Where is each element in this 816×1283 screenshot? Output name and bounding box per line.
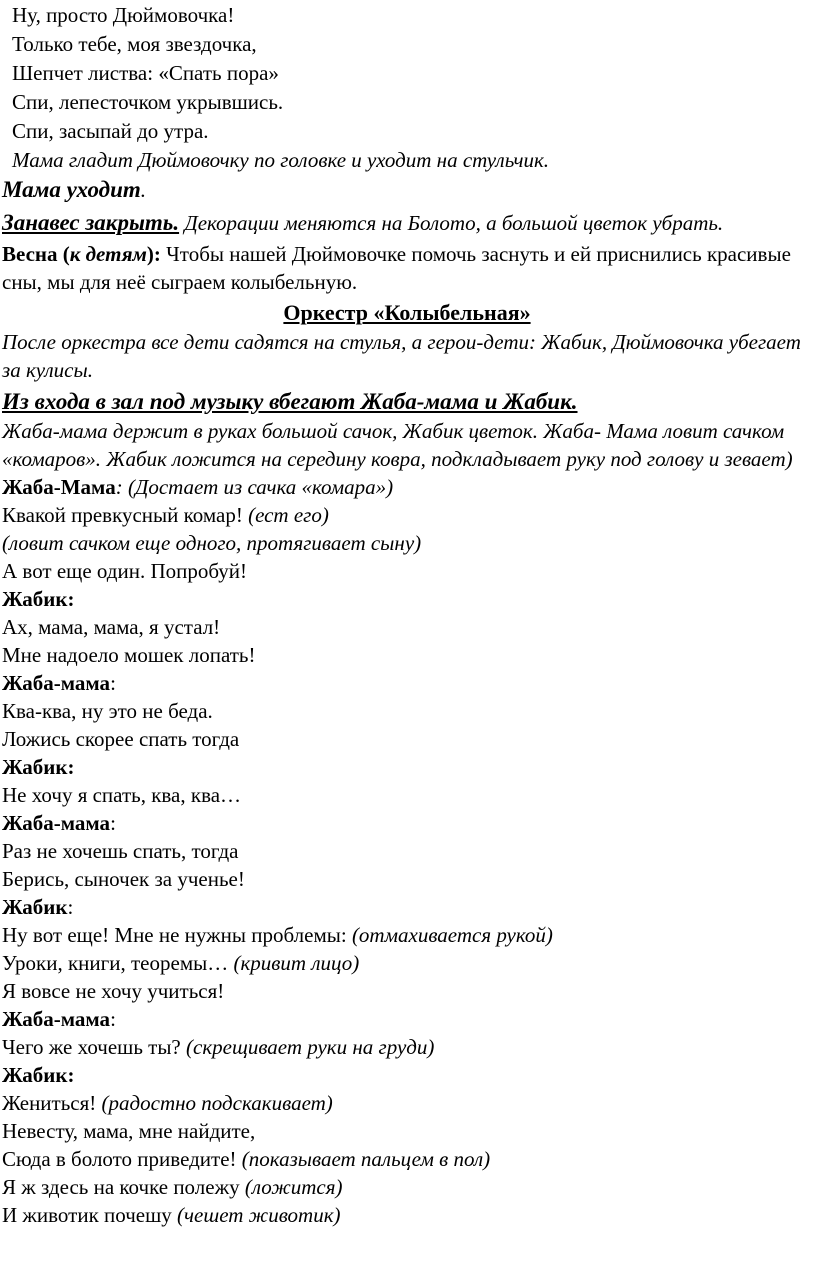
speaker-name: Жабик: — [2, 755, 75, 779]
line-text: Сюда в болото приведите! — [2, 1147, 242, 1171]
line-text: А вот еще один. Попробуй! — [2, 559, 247, 583]
dialogue-line — [2, 669, 812, 697]
stage-direction: : (Достает из сачка «комара») — [115, 475, 394, 499]
dialogue-line — [2, 501, 812, 529]
speaker-name: Жаба-Мама — [2, 475, 116, 499]
dialogue-line — [2, 1145, 812, 1173]
line-text: Уроки, книги, теоремы… — [2, 951, 234, 975]
poem-line: Шепчет листва: «Спать пора» — [12, 61, 279, 85]
mama-exit-bold: Мама уходит — [2, 177, 141, 202]
line-text: Ах, мама, мама, я устал! — [2, 615, 221, 639]
dialogue-line — [2, 1173, 812, 1201]
spring-speaker-end: ): — [146, 242, 161, 266]
spring-to-children: к детям — [69, 242, 147, 266]
mama-exit-tail: . — [140, 178, 147, 202]
curtain-bold: Занавес закрыть. — [2, 210, 180, 235]
line-text: Мне надоело мошек лопать! — [2, 643, 256, 667]
mama-exit — [2, 175, 812, 206]
stage-direction: (ест его) — [248, 503, 329, 527]
document-page — [0, 1, 816, 1283]
dialogue-line — [2, 1005, 812, 1033]
dialogue-line — [2, 1089, 812, 1117]
curtain-paragraph — [2, 208, 812, 238]
entrance-direction: Жаба-мама держит в руках большой сачок, Жабик цветок. Жаба- Мама ловит сачком «комаров». Жабик ложится на середину ковра, подкладывает руку под голову и зевает) — [2, 419, 793, 471]
orchestra-title: Оркестр «Колыбельная» — [283, 300, 531, 325]
speaker-colon: : — [110, 1007, 116, 1031]
after-orchestra-direction: После оркестра все дети садятся на стулья, а герои-дети: Жабик, Дюймовочка убегает за кулисы. — [2, 330, 801, 382]
dialogue-line — [2, 473, 812, 501]
dialogue-line — [2, 809, 812, 837]
line-text: Ква-ква, ну это не беда. — [2, 699, 213, 723]
curtain-text: Декорации меняются на Болото, а большой цветок убрать. — [179, 211, 724, 235]
poem-line: Спи, лепесточком укрывшись. — [12, 90, 284, 114]
line-text: И животик почешу — [2, 1203, 178, 1227]
line-text: Чего же хочешь ты? — [2, 1035, 187, 1059]
poem-line: Спи, засыпай до утра. — [12, 119, 209, 143]
spring-text: Чтобы нашей Дюймовочке помочь заснуть и ей приснились красивые сны, мы для неё сыграем колыбельную. — [2, 242, 791, 294]
speaker-name: Жаба-мама — [2, 1007, 111, 1031]
line-text: Раз не хочешь спать, тогда — [2, 839, 239, 863]
line-text: Я вовсе не хочу учиться! — [2, 979, 225, 1003]
dialogue-line — [2, 1201, 812, 1229]
stage-direction: (скрещивает руки на груди) — [186, 1035, 435, 1059]
lullaby-poem — [2, 1, 812, 175]
line-text: Берись, сыночек за ученье! — [2, 867, 245, 891]
stage-direction: Мама гладит Дюймовочку по головке и уходит на стульчик. — [12, 148, 550, 172]
stage-direction: (отмахивается рукой) — [351, 923, 553, 947]
line-text: Квакой превкусный комар! — [2, 503, 249, 527]
dialogue — [2, 473, 812, 1229]
line-text: Я ж здесь на кочке полежу — [2, 1175, 245, 1199]
stage-direction: (ловит сачком еще одного, протягивает сыну) — [2, 531, 422, 555]
dialogue-line — [2, 1033, 812, 1061]
entrance-heading: Из входа в зал под музыку вбегают Жаба-мама и Жабик. — [2, 389, 578, 414]
line-text: Невесту, мама, мне найдите, — [2, 1119, 256, 1143]
spring-speaker: Весна ( — [2, 242, 70, 266]
dialogue-line — [2, 949, 812, 977]
poem-line: Только тебе, моя звездочка, — [12, 32, 257, 56]
line-text: Жениться! — [2, 1091, 102, 1115]
dialogue-line — [2, 893, 812, 921]
line-text: Ложись скорее спать тогда — [2, 727, 240, 751]
spring-paragraph — [2, 240, 812, 296]
dialogue-line — [2, 921, 812, 949]
speaker-name: Жабик: — [2, 587, 75, 611]
speaker-name: Жаба-мама — [2, 671, 111, 695]
line-text: Ну вот еще! Мне не нужны проблемы: — [2, 923, 352, 947]
stage-direction: (радостно подскакивает) — [101, 1091, 333, 1115]
line-text: Не хочу я спать, ква, ква… — [2, 783, 242, 807]
speaker-name: Жабик — [2, 895, 68, 919]
speaker-colon: : — [110, 671, 116, 695]
speaker-name: Жаба-мама — [2, 811, 111, 835]
poem-line: Ну, просто Дюймовочка! — [12, 3, 235, 27]
speaker-colon: : — [67, 895, 74, 919]
speaker-name: Жабик: — [2, 1063, 75, 1087]
stage-direction: (кривит лицо) — [233, 951, 360, 975]
stage-direction: (чешет животик) — [177, 1203, 341, 1227]
stage-direction: (показывает пальцем в пол) — [241, 1147, 491, 1171]
stage-direction: (ложится) — [244, 1175, 343, 1199]
speaker-colon: : — [110, 811, 116, 835]
